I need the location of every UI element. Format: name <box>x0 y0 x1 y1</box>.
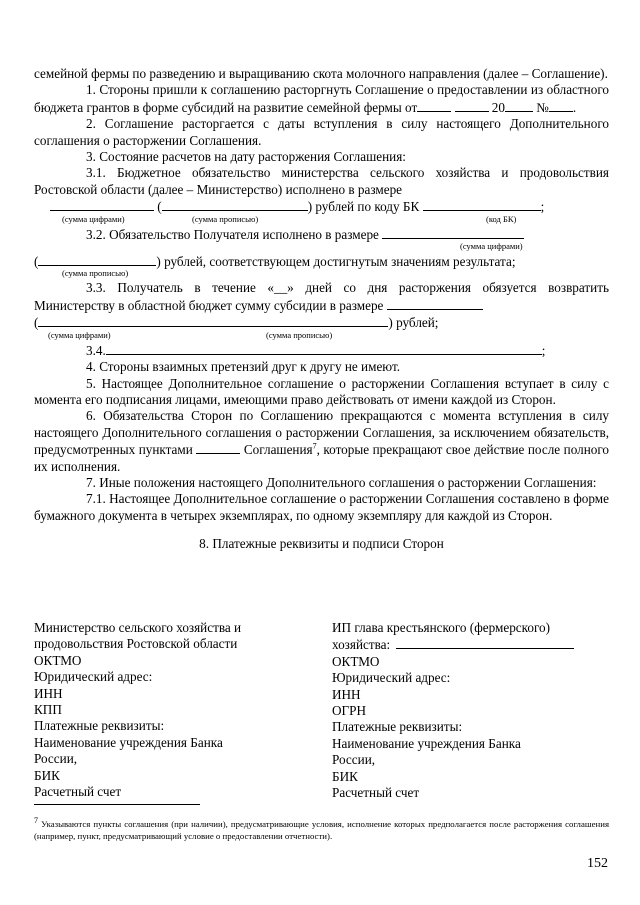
paragraph-7: 7. Иные положения настоящего Дополнительного соглашения о расторжении Соглашения: <box>86 474 597 490</box>
paragraph-3-2-fill: ( ) рублей, соответствующем достигнутым значениям результата; <box>34 254 516 270</box>
number-blank <box>549 99 573 112</box>
paragraph-1: 1. Стороны пришли к соглашению расторгнуть Соглашение о предоставлении из областного бюджета грантов в форме субсидий на развитие семейной фермы от 20 № . <box>34 82 609 115</box>
hints-3-3 <box>34 329 609 342</box>
paragraph-3-3 <box>34 280 609 314</box>
section-8-heading: 8. Платежные реквизиты и подписи Сторон <box>199 536 444 552</box>
farmer-line: ИП глава крестьянского (фермерского) <box>332 620 551 635</box>
ministry-line: БИК <box>34 767 60 783</box>
hint-amount-words: (сумма прописью) <box>192 213 259 224</box>
p34-blank <box>106 342 542 355</box>
p6-text-c: , которые прекращают свое действие после полного их исполнения. <box>34 442 610 474</box>
farmer-line: Платежные реквизиты: <box>332 719 463 735</box>
amount-digits-blank <box>382 226 524 239</box>
hint-amount-digits: (сумма цифрами) <box>460 241 523 252</box>
ministry-line: Наименование учреждения Банка <box>34 734 223 750</box>
farmer-column <box>332 620 574 801</box>
ministry-line: ИНН <box>34 685 63 701</box>
p32-text-b: ) рублей, соответствующем достигнутым значениям результата; <box>156 254 516 270</box>
amount-words-blank <box>38 314 388 327</box>
hint-amount-words: (сумма прописью) <box>62 268 129 279</box>
footnote-text: Указываются пункты соглашения (при наличии), предусматривающие условия, исполнение которых предполагается после расторжения соглашения (например, пункт, предусматривающий условие о предоставлении отчетности). <box>34 819 609 841</box>
p34-label: 3.4. <box>86 342 106 358</box>
hint-amount-digits: (сумма цифрами) <box>48 329 111 340</box>
hint-amount-digits: (сумма цифрами) <box>62 213 125 224</box>
amount-digits-blank <box>50 198 154 211</box>
date-blank <box>455 99 489 112</box>
paragraph-3-1-fill: ( ) рублей по коду БК ; <box>34 198 609 215</box>
number-sign: № <box>536 99 549 115</box>
ministry-line: продовольствия Ростовской области <box>34 636 238 652</box>
paragraph-5: 5. Настоящее Дополнительное соглашение о расторжении Соглашения вступает в силу с момента его подписания лицами, имеющими право действовать от имени каждой из Сторон. <box>34 375 609 407</box>
paragraph-intro: семейной фермы по разведению и выращиванию скота молочного направления (далее – Соглашение). <box>34 66 608 81</box>
year-blank <box>505 99 533 112</box>
hints-3-1 <box>34 213 609 226</box>
farmer-line: ОГРН <box>332 703 367 719</box>
ministry-line: Платежные реквизиты: <box>34 718 165 734</box>
footnote-mark: 7 <box>34 816 38 826</box>
farmer-line: хозяйства: <box>332 636 574 653</box>
document-body <box>34 66 609 553</box>
p33-text: 3.3. Получатель в течение «__» дней со дня расторжения обязуется возвратить Министерству в областной бюджет сумму субсидии в размере <box>34 280 609 313</box>
ministry-line: Министерство сельского хозяйства и <box>34 620 242 635</box>
ministry-line: КПП <box>34 702 62 718</box>
paragraph-3-3-fill: ( ) рублей; <box>34 315 439 331</box>
ministry-line: ОКТМО <box>34 652 82 668</box>
p6-text-b: Соглашения <box>243 442 313 458</box>
hints-3-2a <box>34 243 609 253</box>
p6-text: 6. Обязательства Сторон по Соглашению прекращаются с момента вступления в силу настоящего Дополнительного соглашения о расторжении Соглашения, за исключением обязательств, предусмотренных пунктами <box>34 408 609 458</box>
amount-words-blank <box>38 253 156 266</box>
page-number: 152 <box>587 856 608 871</box>
footnote-separator <box>34 804 200 805</box>
hints-3-2b <box>34 270 609 280</box>
year-prefix: 20 <box>491 99 505 115</box>
amount-words-blank <box>162 198 308 211</box>
date-blank <box>417 99 451 112</box>
hint-amount-words: (сумма прописью) <box>266 329 333 340</box>
paragraph-3-4: 3.4. ; <box>86 342 546 358</box>
p32-text: 3.2. Обязательство Получателя исполнено в размере <box>86 226 379 242</box>
p31-text: ) рублей по коду БК <box>307 199 420 215</box>
paragraph-2: 2. Соглашение расторгается с даты вступления в силу настоящего Дополнительного соглашения о расторжении Соглашения. <box>34 116 609 148</box>
paragraph-3: 3. Состояние расчетов на дату расторжения Соглашения: <box>86 149 406 165</box>
farmer-line: Расчетный счет <box>332 785 420 801</box>
farmer-line: ОКТМО <box>332 653 380 669</box>
p33-text-b: ) рублей; <box>388 315 439 331</box>
hint-bk-code: (код БК) <box>486 213 517 224</box>
p1-text: 1. Стороны пришли к соглашению расторгнуть Соглашение о предоставлении из областного бюджета грантов в форме субсидий на развитие семейной фермы от <box>34 82 609 115</box>
footnote <box>34 818 609 842</box>
paragraph-4: 4. Стороны взаимных претензий друг к другу не имеют. <box>86 359 401 375</box>
ministry-line: России, <box>34 751 78 767</box>
paragraph-7-1: 7.1. Настоящее Дополнительное соглашение о расторжении Соглашения составлено в форме бумажного документа в четырех экземплярах, по одному экземпляру для каждой из Сторон. <box>34 491 609 523</box>
farm-name-blank <box>396 636 574 649</box>
bk-code-blank <box>423 198 541 211</box>
ministry-line: Расчетный счет <box>34 784 122 800</box>
ministry-column <box>34 620 241 800</box>
ministry-line: Юридический адрес: <box>34 669 153 685</box>
farmer-line: БИК <box>332 768 358 784</box>
paragraph-6 <box>34 408 609 475</box>
footnote-ref: 7 <box>312 441 317 451</box>
farmer-line: ИНН <box>332 686 361 702</box>
farmer-line: Наименование учреждения Банка <box>332 735 521 751</box>
paragraph-3-1: 3.1. Бюджетное обязательство министерства сельского хозяйства и продовольствия Ростовской области (далее – Министерство) исполнено в размере <box>34 165 609 197</box>
amount-blank <box>387 297 483 310</box>
farmer-line: Юридический адрес: <box>332 670 451 686</box>
points-blank <box>196 441 240 454</box>
farmer-line: России, <box>332 752 376 768</box>
